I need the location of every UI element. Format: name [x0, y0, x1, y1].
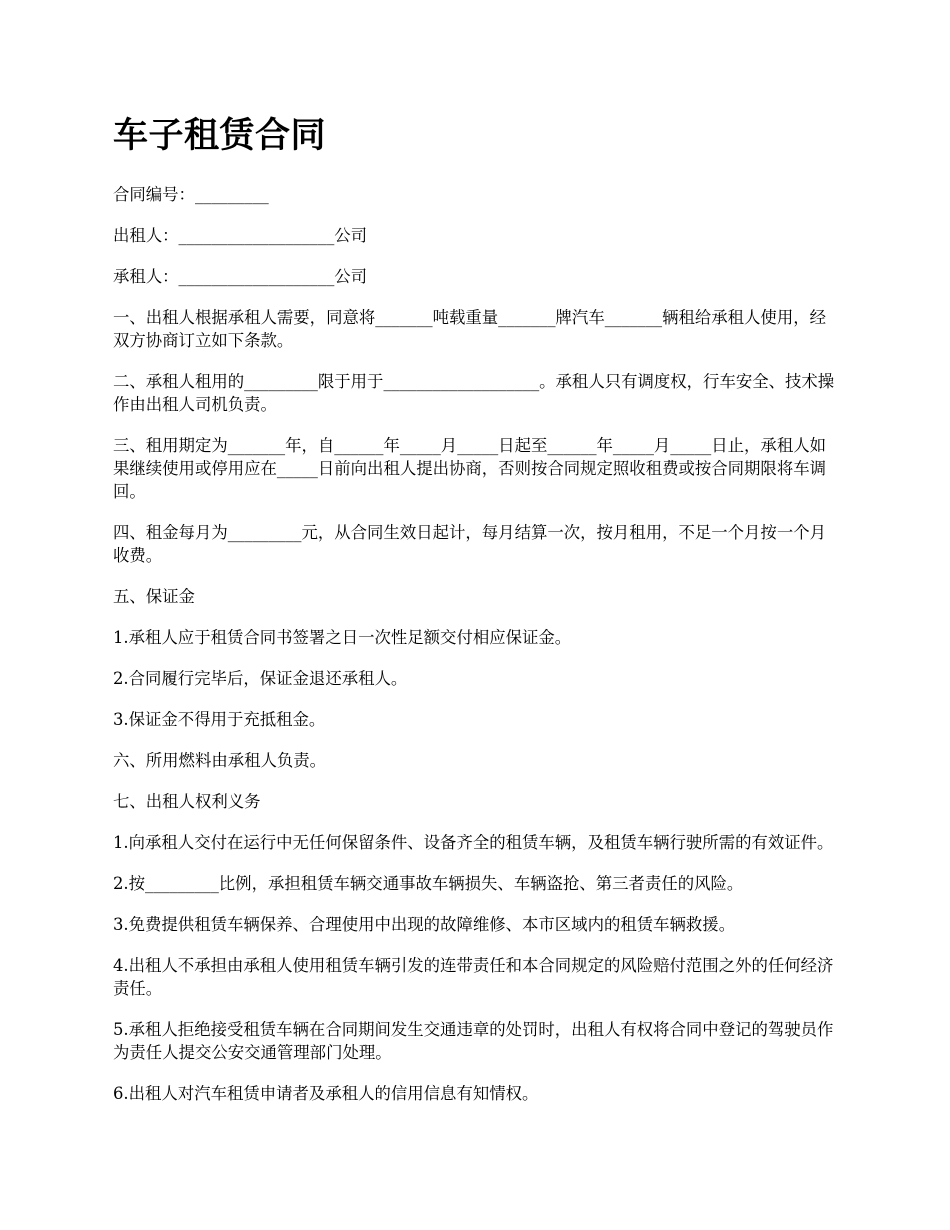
clause-5-item-3: 3.保证金不得用于充抵租金。: [113, 710, 326, 729]
lessee-line: 承租人：___________________公司: [113, 267, 368, 286]
clause-1: 一、出租人根据承租人需要，同意将_______吨载重量_______牌汽车_______辆租给承租人使用，经双方协商订立如下条款。: [113, 308, 826, 350]
clause-7-item-1: 1.向承租人交付在运行中无任何保留条件、设备齐全的租赁车辆，及租赁车辆行驶所需的有效证件。: [113, 833, 834, 852]
clause-3: 三、租用期定为_______年，自______年_____月_____日起至______年_____月_____日止，承租人如果继续使用或停用应在_____日前向出租人提出协商，否则按合同规定照收租费或按合同期限将车调回。: [113, 436, 826, 501]
clause-5-item-1: 1.承租人应于租赁合同书签署之日一次性足额交付相应保证金。: [113, 628, 572, 647]
clause-2: 二、承租人租用的_________限于用于___________________。承租人只有调度权，行车安全、技术操作由出租人司机负责。: [113, 372, 835, 414]
clause-7-item-6: 6.出租人对汽车租赁申请者及承租人的信用信息有知情权。: [113, 1084, 539, 1103]
clause-4: 四、租金每月为_________元，从合同生效日起计，每月结算一次，按月租用，不足一个月按一个月收费。: [113, 523, 826, 565]
document-title: 车子租赁合同: [113, 116, 327, 156]
clause-7-item-2: 2.按_________比例，承担租赁车辆交通事故车辆损失、车辆盗抢、第三者责任的风险。: [113, 874, 744, 893]
clause-5-item-2: 2.合同履行完毕后，保证金退还承租人。: [113, 669, 408, 688]
clause-7-heading: 七、出租人权利义务: [113, 792, 261, 811]
lessor-line: 出租人：___________________公司: [113, 226, 368, 245]
clause-7-item-4: 4.出租人不承担由承租人使用租赁车辆引发的连带责任和本合同规定的风险赔付范围之外的任何经济责任。: [113, 956, 834, 998]
contract-number: 合同编号：_________: [113, 185, 269, 204]
clause-5-heading: 五、保证金: [113, 587, 195, 606]
document-page: [113, 112, 838, 1123]
clause-7-item-5: 5.承租人拒绝接受租赁车辆在合同期间发生交通违章的处罚时，出租人有权将合同中登记的驾驶员作为责任人提交公安交通管理部门处理。: [113, 1020, 834, 1062]
clause-7-item-3: 3.免费提供租赁车辆保养、合理使用中出现的故障维修、本市区域内的租赁车辆救援。: [113, 915, 736, 934]
clause-6: 六、所用燃料由承租人负责。: [113, 751, 327, 770]
